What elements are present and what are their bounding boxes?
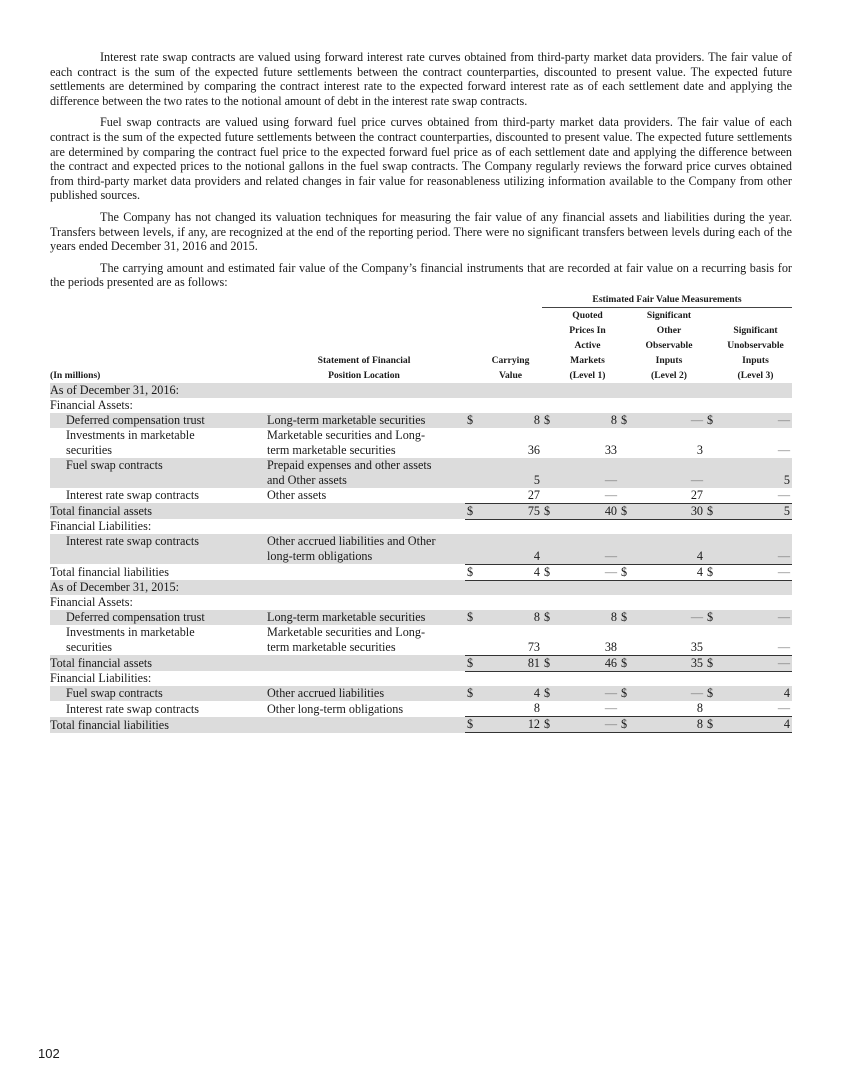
subheading-liabilities-2015 <box>50 671 792 686</box>
row-location <box>263 534 465 564</box>
level3-value: — <box>719 534 792 564</box>
level3-header-line4: (Level 3) <box>737 369 774 381</box>
level1-value: — <box>556 458 619 488</box>
dollar-sign: $ <box>465 564 479 580</box>
row-location: Other accrued liabilities <box>263 686 465 701</box>
level1-header-line2: Prices In <box>569 324 606 336</box>
total-row <box>50 503 792 519</box>
dollar-sign: $ <box>465 686 479 701</box>
subheading-assets-2015 <box>50 595 792 610</box>
level3-value: — <box>719 413 792 428</box>
level3-value: — <box>719 610 792 625</box>
row-location: Other long-term obligations <box>267 701 404 716</box>
level1-value: — <box>604 487 617 502</box>
carrying-header-line1: Carrying <box>491 354 530 366</box>
level1-value: — <box>556 564 619 580</box>
dollar-sign: $ <box>465 610 479 625</box>
level2-value: 4 <box>633 534 705 564</box>
section-heading-label: As of December 31, 2015: <box>50 580 263 595</box>
level1-value: 8 <box>556 610 619 625</box>
dollar-sign: $ <box>705 717 719 733</box>
level3-value: — <box>777 701 790 716</box>
level2-header-line3: Observable <box>645 339 693 351</box>
subheading-assets-2016 <box>50 398 792 413</box>
carrying-header-line2: Value <box>498 369 523 381</box>
dollar-sign: $ <box>542 686 556 701</box>
subheading-label: Financial Liabilities: <box>50 671 152 686</box>
level1-header-line3: Active <box>574 339 601 351</box>
level2-value: 3 <box>696 442 703 457</box>
dollar-sign: $ <box>705 564 719 580</box>
total-row <box>50 564 792 580</box>
row-location <box>263 625 465 655</box>
level1-value: — <box>556 534 619 564</box>
row-label: Deferred compensation trust <box>50 610 263 625</box>
total-label: Total financial assets <box>50 503 263 519</box>
location-header-line2: Position Location <box>328 369 400 381</box>
level3-value: — <box>777 442 790 457</box>
carrying-value: 36 <box>527 442 540 457</box>
subheading-label: Financial Assets: <box>50 595 133 610</box>
row-label <box>50 428 263 458</box>
carrying-value: 8 <box>479 413 542 428</box>
table-row <box>50 428 792 458</box>
dollar-sign: $ <box>705 610 719 625</box>
row-location-line1: Marketable securities and Long- <box>267 427 426 442</box>
level2-value: 27 <box>690 487 703 502</box>
row-location-line1: Marketable securities and Long- <box>267 625 426 640</box>
subheading-label: Financial Assets: <box>50 397 133 412</box>
section-heading-2016 <box>50 383 792 398</box>
level1-value: 40 <box>556 503 619 519</box>
level2-value: 30 <box>633 503 705 519</box>
level2-header-line4: Inputs <box>655 354 683 366</box>
dollar-sign: $ <box>542 564 556 580</box>
row-location-line1: Prepaid expenses and other assets <box>267 457 432 472</box>
level3-value: — <box>777 487 790 502</box>
level1-header-line4: Markets <box>570 354 605 366</box>
dollar-sign: $ <box>619 413 633 428</box>
dollar-sign: $ <box>465 413 479 428</box>
row-location: Long-term marketable securities <box>263 413 465 428</box>
carrying-value: 5 <box>479 458 542 488</box>
level2-value: 4 <box>633 564 705 580</box>
dollar-sign: $ <box>619 503 633 519</box>
row-location <box>263 458 465 488</box>
level1-value: 8 <box>556 413 619 428</box>
fair-value-table <box>50 292 792 734</box>
level1-value: — <box>556 717 619 733</box>
row-label: Fuel swap contracts <box>50 458 263 488</box>
level3-header-line2: Unobservable <box>727 339 784 351</box>
paragraph-valuation-techniques: The Company has not changed its valuation techniques for measuring the fair value of any financial assets and liabilities during the year. Transfers between levels, if any, are recognized at the end of the reporting period. There were no significant transfers between levels during each of the years ended December 31, 2016 and 2015. <box>50 209 792 254</box>
table-row <box>50 488 792 504</box>
dollar-sign: $ <box>542 655 556 671</box>
row-location-line2: term marketable securities <box>267 442 396 457</box>
units-header: (In millions) <box>50 369 101 381</box>
table-row <box>50 701 792 717</box>
carrying-value: 8 <box>479 610 542 625</box>
subheading-label: Financial Liabilities: <box>50 519 152 534</box>
estimated-fair-value-header: Estimated Fair Value Measurements <box>542 292 792 308</box>
level2-value: — <box>633 686 705 701</box>
section-heading-2015 <box>50 580 792 595</box>
dollar-sign: $ <box>542 413 556 428</box>
row-location-line2: term marketable securities <box>267 640 396 655</box>
level2-value: — <box>633 610 705 625</box>
carrying-value: 73 <box>527 639 540 654</box>
level1-value: — <box>556 686 619 701</box>
table-row <box>50 458 792 488</box>
level3-value: 4 <box>719 717 792 733</box>
location-header-line1: Statement of Financial <box>317 354 411 366</box>
dollar-sign: $ <box>619 686 633 701</box>
level3-value: 4 <box>719 686 792 701</box>
level3-value: — <box>777 639 790 654</box>
level1-value: 46 <box>556 655 619 671</box>
dollar-sign: $ <box>542 717 556 733</box>
table-row <box>50 534 792 564</box>
level1-value: 33 <box>604 442 617 457</box>
level2-header-line2: Other <box>656 324 682 336</box>
carrying-value: 4 <box>479 534 542 564</box>
document-page <box>50 50 792 733</box>
level3-header-line3: Inputs <box>742 354 769 366</box>
carrying-value: 8 <box>533 701 540 716</box>
row-label: Deferred compensation trust <box>50 413 263 428</box>
row-location <box>263 428 465 458</box>
level3-value: 5 <box>719 503 792 519</box>
row-location-line2: and Other assets <box>267 472 347 487</box>
row-label-line2: securities <box>66 442 113 457</box>
total-row <box>50 717 792 733</box>
level2-value: — <box>633 413 705 428</box>
carrying-value: 4 <box>479 686 542 701</box>
row-location: Other assets <box>267 488 327 503</box>
total-row <box>50 655 792 671</box>
carrying-value: 4 <box>479 564 542 580</box>
level2-header-line1: Significant <box>646 309 692 321</box>
level3-header-line1: Significant <box>733 324 778 336</box>
row-label-line2: securities <box>66 640 113 655</box>
dollar-sign: $ <box>619 717 633 733</box>
section-heading-label: As of December 31, 2016: <box>50 383 263 398</box>
dollar-sign: $ <box>465 655 479 671</box>
row-location-line1: Other accrued liabilities and Other <box>267 534 436 549</box>
row-label: Interest rate swap contracts <box>66 488 199 503</box>
carrying-value: 81 <box>479 655 542 671</box>
carrying-value: 12 <box>479 717 542 733</box>
dollar-sign: $ <box>705 655 719 671</box>
level3-value: — <box>719 564 792 580</box>
carrying-value: 75 <box>479 503 542 519</box>
dollar-sign: $ <box>705 503 719 519</box>
carrying-value: 27 <box>527 487 540 502</box>
row-label: Fuel swap contracts <box>50 686 263 701</box>
paragraph-table-intro: The carrying amount and estimated fair value of the Company’s financial instruments that are recorded at fair value on a recurring basis for the periods presented are as follows: <box>50 260 792 290</box>
row-location-line2: long-term obligations <box>267 549 373 564</box>
level2-value: 35 <box>633 655 705 671</box>
level3-value: 5 <box>719 458 792 488</box>
level1-header-line1: Quoted <box>572 309 603 321</box>
dollar-sign: $ <box>705 686 719 701</box>
row-label <box>50 625 263 655</box>
dollar-sign: $ <box>619 610 633 625</box>
dollar-sign: $ <box>465 503 479 519</box>
row-location: Long-term marketable securities <box>263 610 465 625</box>
paragraph-interest-rate-swaps: Interest rate swap contracts are valued using forward interest rate curves obtained from third-party market data providers. The fair value of each contract is the sum of the expected future settlements between the contract counterparties, discounted to present value. The expected future settlements are determined by comparing the contract interest rate to the expected forward interest rate as of each settlement date and applying the difference between the two rates to the notional amount of debt in the interest rate swap contracts. <box>50 50 792 108</box>
level2-value: 35 <box>690 639 703 654</box>
dollar-sign: $ <box>619 564 633 580</box>
level1-value: — <box>604 701 617 716</box>
table-row <box>50 610 792 625</box>
dollar-sign: $ <box>542 503 556 519</box>
dollar-sign: $ <box>465 717 479 733</box>
total-label: Total financial assets <box>50 655 263 671</box>
level1-header-line5: (Level 1) <box>569 369 606 381</box>
total-label: Total financial liabilities <box>50 565 169 580</box>
row-label-line1: Investments in marketable <box>66 427 195 442</box>
dollar-sign: $ <box>619 655 633 671</box>
subheading-liabilities-2016 <box>50 519 792 534</box>
dollar-sign: $ <box>542 610 556 625</box>
level2-value: 8 <box>633 717 705 733</box>
level1-value: 38 <box>604 639 617 654</box>
level2-header-line5: (Level 2) <box>651 369 687 381</box>
level2-value: 8 <box>696 701 703 716</box>
row-label-line1: Investments in marketable <box>66 625 195 640</box>
table-row <box>50 625 792 655</box>
total-label: Total financial liabilities <box>50 717 263 733</box>
paragraph-fuel-swaps: Fuel swap contracts are valued using forward fuel price curves obtained from third-party market data providers. The fair value of each contract is the sum of the expected future settlements between the contract counterparties, discounted to present value. The expected future settlements are determined by comparing the contract fuel price to the expected forward fuel price as of each settlement date and applying the difference between the contract and expected prices to the notional gallons in the fuel swap contracts. The Company regularly reviews the forward price curves obtained from third-party market data providers and related changes in fair value for reasonableness utilizing information available to the Company from other published sources. <box>50 115 792 203</box>
table-row <box>50 686 792 701</box>
row-label: Interest rate swap contracts <box>66 701 199 716</box>
page-number: 102 <box>38 1046 60 1061</box>
level2-value: — <box>633 458 705 488</box>
table-row <box>50 413 792 428</box>
row-label: Interest rate swap contracts <box>50 534 263 564</box>
dollar-sign: $ <box>705 413 719 428</box>
level3-value: — <box>719 655 792 671</box>
